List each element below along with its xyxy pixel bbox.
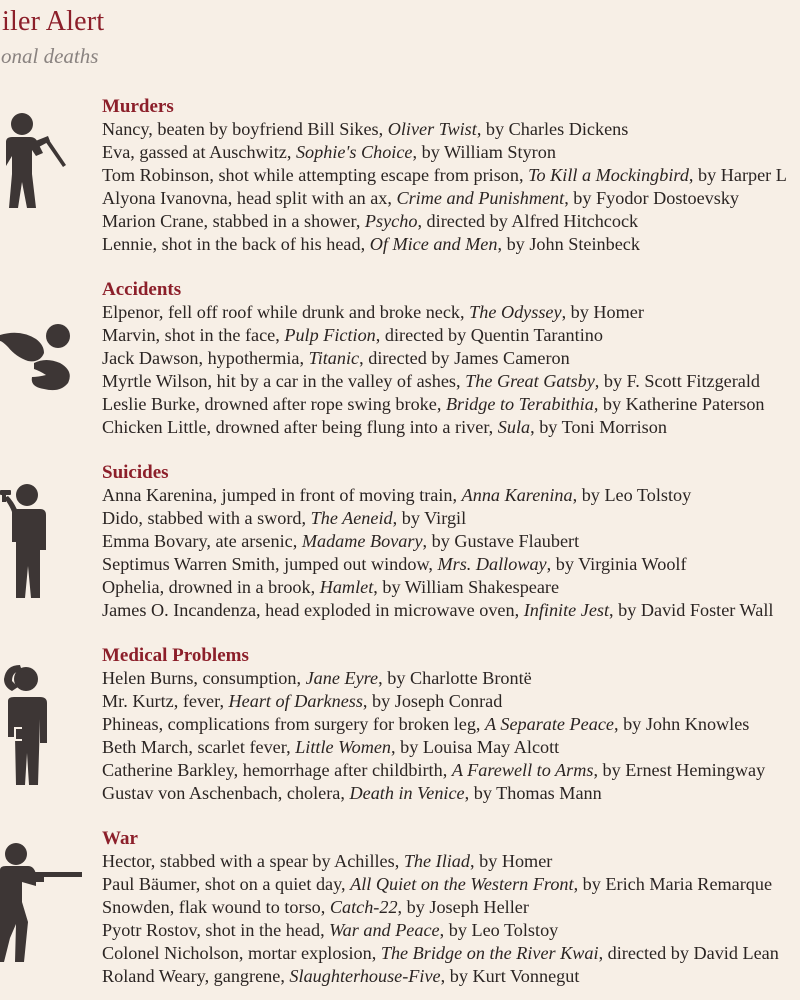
death-description: Septimus Warren Smith, jumped out window, [102,554,438,574]
work-title: Heart of Darkness [228,691,363,711]
section-murders [0,96,800,276]
list-item [102,553,773,576]
stabbing-figure-icon [0,110,70,210]
section-accidents [0,279,800,459]
section-title-murders: Murders [102,96,174,117]
entry-list-medical-problems [102,667,765,805]
work-title: Titanic [308,348,360,368]
work-credit: , by Harper L [688,165,787,185]
fallen-figure-icon [0,321,80,401]
section-title-suicides: Suicides [102,462,169,483]
death-description: Colonel Nicholson, mortar explosion, [102,943,381,963]
work-credit: , by William Shakespeare [373,577,560,597]
work-credit: , by Leo Tolstoy [572,485,692,505]
section-title-accidents: Accidents [102,279,182,300]
work-credit: , by Ernest Hemingway [593,760,766,780]
work-title: The Aeneid [310,508,393,528]
work-credit: , by Charlotte Brontë [378,668,532,688]
list-item [102,233,787,256]
work-credit: , by Gustave Flaubert [422,531,580,551]
list-item [102,507,773,530]
list-item [102,118,787,141]
work-title: Infinite Jest [523,600,610,620]
work-title: Psycho [364,211,418,231]
rifleman-figure-icon [0,842,86,966]
work-title: Hamlet [319,577,374,597]
work-credit: , directed by James Cameron [359,348,570,368]
death-description: Roland Weary, gangrene, [102,966,290,986]
work-credit: , by Virgil [392,508,467,528]
list-item [102,187,787,210]
work-title: Of Mice and Men [369,234,498,254]
death-description: Leslie Burke, drowned after rope swing broke, [102,394,446,414]
work-title: Death in Venice [349,783,465,803]
work-credit: , by Joseph Heller [397,897,529,917]
section-title-war: War [102,828,138,849]
list-item [102,965,779,988]
work-title: The Iliad [403,851,470,871]
list-item [102,896,779,919]
work-credit: , by Charles Dickens [476,119,629,139]
list-item [102,759,765,782]
section-suicides [0,462,800,642]
work-title: The Odyssey [469,302,562,322]
death-description: Alyona Ivanovna, head split with an ax, [102,188,397,208]
entry-list-suicides [102,484,773,622]
death-description: James O. Incandenza, head exploded in microwave oven, [102,600,524,620]
section-medical-problems [0,645,800,825]
work-credit: , by Fyodor Dostoevsky [564,188,740,208]
entry-list-war [102,850,779,988]
death-description: Eva, gassed at Auschwitz, [102,142,296,162]
death-description: Helen Burns, consumption, [102,668,306,688]
work-title: Little Women [295,737,392,757]
work-credit: , by Leo Tolstoy [439,920,559,940]
death-description: Marvin, shot in the face, [102,325,285,345]
work-title: The Great Gatsby [465,371,595,391]
list-item [102,370,765,393]
work-credit: , by Toni Morrison [530,417,667,437]
death-description: Mr. Kurtz, fever, [102,691,229,711]
list-item [102,301,765,324]
work-title: Jane Eyre [305,668,379,688]
death-description: Anna Karenina, jumped in front of moving train, [102,485,462,505]
list-item [102,347,765,370]
list-item [102,393,765,416]
death-description: Marion Crane, stabbed in a shower, [102,211,365,231]
work-title: Madame Bovary [301,531,423,551]
list-item [102,324,765,347]
list-item [102,416,765,439]
work-title: To Kill a Mockingbird [528,165,689,185]
death-description: Tom Robinson, shot while attempting escape from prison, [102,165,529,185]
death-description: Elpenor, fell off roof while drunk and broke neck, [102,302,470,322]
list-item [102,576,773,599]
entry-list-accidents [102,301,765,439]
death-description: Beth March, scarlet fever, [102,737,296,757]
work-title: The Bridge on the River Kwai [380,943,599,963]
work-title: Anna Karenina [461,485,573,505]
work-title: Oliver Twist [387,119,477,139]
work-credit: , by John Knowles [613,714,750,734]
work-credit: , by Homer [470,851,553,871]
page-title: iler Alert [2,6,105,37]
death-description: Paul Bäumer, shot on a quiet day, [102,874,351,894]
work-title: Crime and Punishment [396,188,565,208]
gun-to-head-figure-icon [0,482,60,600]
work-credit: , by Kurt Vonnegut [440,966,580,986]
death-description: Snowden, flak wound to torso, [102,897,330,917]
work-credit: , by Katherine Paterson [593,394,765,414]
work-title: Pulp Fiction [284,325,376,345]
entry-list-murders [102,118,787,256]
work-title: Mrs. Dalloway [437,554,547,574]
list-item [102,599,773,622]
work-credit: , directed by David Lean [598,943,779,963]
work-title: War and Peace [329,920,440,940]
work-title: Catch-22 [329,897,398,917]
death-description: Dido, stabbed with a sword, [102,508,311,528]
list-item [102,164,787,187]
list-item [102,713,765,736]
work-title: Bridge to Terabithia [445,394,594,414]
page-subtitle: onal deaths [1,44,99,68]
work-credit: , by Louisa May Alcott [391,737,560,757]
sick-figure-icon [0,657,60,787]
list-item [102,736,765,759]
work-credit: , directed by Alfred Hitchcock [417,211,639,231]
work-credit: , by John Steinbeck [497,234,640,254]
death-description: Pyotr Rostov, shot in the head, [102,920,330,940]
work-credit: , directed by Quentin Tarantino [375,325,603,345]
death-description: Catherine Barkley, hemorrhage after childbirth, [102,760,452,780]
work-credit: , by Thomas Mann [464,783,602,803]
work-title: All Quiet on the Western Front [350,874,574,894]
work-title: Slaughterhouse-Five [289,966,441,986]
work-credit: , by F. Scott Fitzgerald [594,371,761,391]
death-description: Lennie, shot in the back of his head, [102,234,370,254]
list-item [102,690,765,713]
death-description: Emma Bovary, ate arsenic, [102,531,302,551]
section-title-medical-problems: Medical Problems [102,645,249,666]
list-item [102,850,779,873]
death-description: Jack Dawson, hypothermia, [102,348,309,368]
work-credit: , by William Styron [412,142,556,162]
list-item [102,873,779,896]
work-title: A Separate Peace [485,714,614,734]
work-credit: , by Homer [561,302,644,322]
list-item [102,141,787,164]
work-credit: , by Erich Maria Remarque [573,874,773,894]
list-item [102,919,779,942]
death-description: Nancy, beaten by boyfriend Bill Sikes, [102,119,388,139]
list-item [102,210,787,233]
list-item [102,484,773,507]
work-title: A Farewell to Arms [451,760,594,780]
list-item [102,667,765,690]
death-description: Phineas, complications from surgery for broken leg, [102,714,486,734]
death-description: Hector, stabbed with a spear by Achilles, [102,851,404,871]
list-item [102,942,779,965]
death-description: Ophelia, drowned in a brook, [102,577,320,597]
death-description: Gustav von Aschenbach, cholera, [102,783,350,803]
work-title: Sula [497,417,531,437]
list-item [102,530,773,553]
section-war [0,828,800,1000]
work-credit: , by David Foster Wall [609,600,774,620]
death-description: Chicken Little, drowned after being flung into a river, [102,417,498,437]
work-title: Sophie's Choice [295,142,413,162]
work-credit: , by Joseph Conrad [362,691,503,711]
work-credit: , by Virginia Woolf [546,554,687,574]
list-item [102,782,765,805]
death-description: Myrtle Wilson, hit by a car in the valley of ashes, [102,371,466,391]
